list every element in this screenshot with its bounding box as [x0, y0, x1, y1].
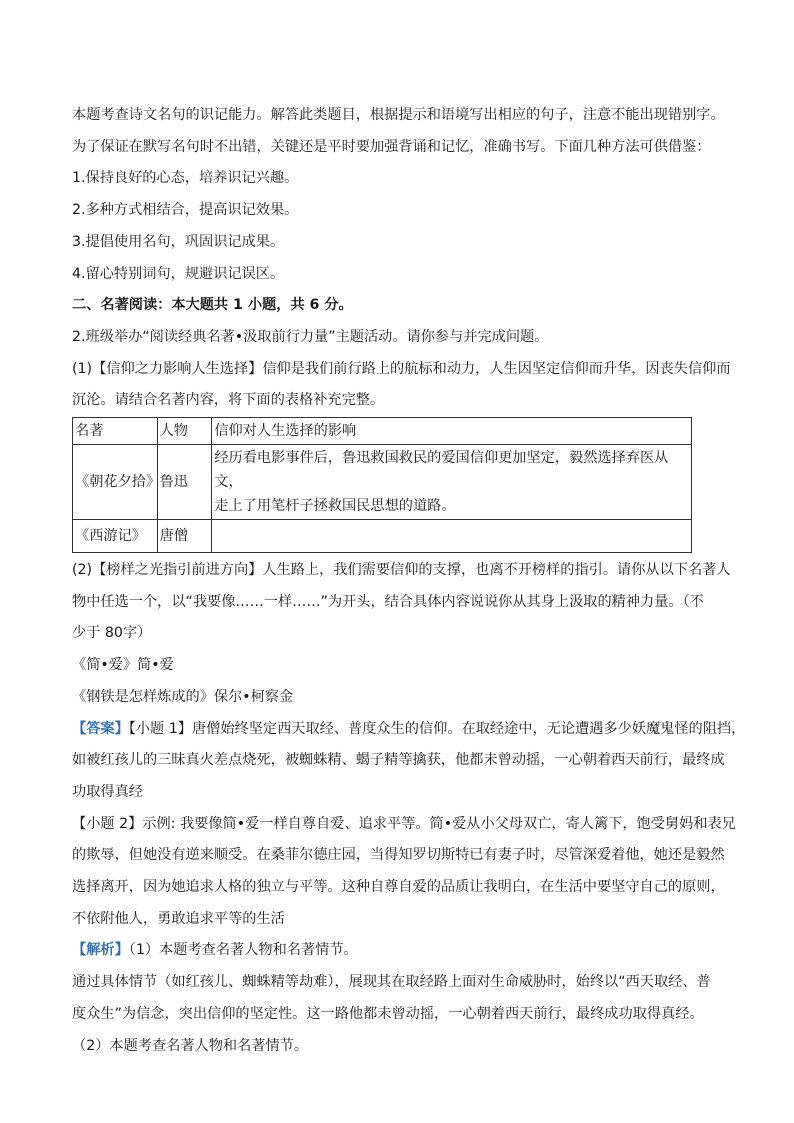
document-page: [72, 100, 746, 1062]
analysis-tag: 【解析】: [72, 942, 129, 959]
analysis-line: （2）本题考查名著人物和名著情节。: [72, 1037, 309, 1054]
answer-text: 【小题 1】唐僧始终坚定西天取经、普度众生的信仰。在取经途中，无论遭遇多少妖魔鬼怪的阻挡，: [128, 720, 746, 737]
analysis-tag-line: [72, 935, 722, 967]
question-stem: 2.班级举办“阅读经典名著•汲取前行力量”主题活动。请你参与并完成问题。: [72, 328, 549, 345]
answer-tag: 【答案】: [72, 720, 129, 737]
answer-table: [72, 417, 692, 553]
question-part-2-cont: 物中任选一个，以“我要像……一样……”为开头，结合具体内容说说你从其身上汲取的精神力量。（不: [72, 593, 704, 610]
analysis-line: 通过具体情节（如红孩儿、蜘蛛精等劫难），展现其在取经路上面对生命威胁时，始终以“西天取经、普: [72, 974, 711, 991]
table-header-cell: 人物: [157, 418, 212, 445]
paragraph: 为了保证在默写名句时不出错，关键还是平时要加强背诵和记忆，准确书写。下面几种方法可供借鉴：: [72, 138, 711, 155]
option-item: 《钢铁是怎样炼成的》保尔•柯察金: [72, 688, 294, 705]
tip-item: 4.留心特别词句，规避识记误区。: [72, 265, 285, 282]
effect-line: 经历看电影事件后，鲁迅救国救民的爱国信仰更加坚定，毅然选择弃医从文，: [214, 450, 669, 491]
table-header-row: [73, 418, 692, 445]
effect-cell: [212, 445, 692, 520]
question-part-1: (1)【信仰之力影响人生选择】信仰是我们前行路上的航标和动力，人生因坚定信仰而升华，因丧失信仰而: [72, 360, 731, 377]
table-header-cell: 名著: [73, 418, 158, 445]
answer-line: 选择离开，因为她追求人格的独立与平等。这种自尊自爱的品质让我明白，在生活中要坚守自己的原则，: [72, 879, 725, 896]
table-header-cell: 信仰对人生选择的影响: [212, 418, 692, 445]
answer-line: [72, 714, 746, 746]
table-row: [73, 520, 692, 553]
answer-line: 的欺辱，但她没有逆来顺受。在桑菲尔德庄园，当得知罗切斯特已有妻子时，尽管深爱着他，她还是毅然: [72, 847, 725, 864]
answer-line: 如被红孩儿的三昧真火差点烧死，被蜘蛛精、蝎子精等擒获，他都未曾动摇，一心朝着西天前行，最终成: [72, 752, 725, 769]
book-cell: 《朝花夕拾》: [73, 445, 158, 520]
effect-line: 走上了用笔杆子拯救国民思想的道路。: [214, 498, 456, 515]
tip-item: 2.多种方式相结合，提高识记效果。: [72, 202, 299, 219]
option-item: 《简•爱》简•爱: [72, 657, 174, 674]
paragraph: 本题考查诗文名句的识记能力。解答此类题目，根据提示和语境写出相应的句子，注意不能出现错别字。: [72, 107, 725, 123]
question-part-2-cont: 少于 80字）: [72, 625, 152, 642]
person-cell: 唐僧: [157, 520, 212, 553]
tip-item: 3.提倡使用名句，巩固识记成果。: [72, 233, 285, 250]
table-row: [73, 445, 692, 520]
book-cell: 《西游记》: [73, 520, 158, 553]
answer-line: 功取得真经: [72, 783, 143, 800]
question-part-1-cont: 沉沦。请结合名著内容，将下面的表格补充完整。: [72, 392, 385, 409]
answer-line: 不依附他人，勇敢追求平等的生活: [72, 910, 285, 927]
person-cell: 鲁迅: [157, 445, 212, 520]
question-part-2: (2)【榜样之光指引前进方向】人生路上，我们需要信仰的支撑，也离不开榜样的指引。请你从以下名著人: [72, 562, 731, 579]
analysis-line: 度众生”为信念，突出信仰的坚定性。这一路他都未曾动摇，一心朝着西天前行，最终成功取得真经。: [72, 1005, 704, 1022]
section-heading: 二、名著阅读：本大题共 1 小题，共 6 分。: [72, 297, 353, 314]
answer-line: 【小题 2】示例: 我要像简•爱一样自尊自爱、追求平等。简•爱从小父母双亡，寄人篱下，饱受舅妈和表兄: [72, 815, 736, 832]
effect-cell-blank[interactable]: [212, 520, 692, 553]
tip-item: 1.保持良好的心态，培养识记兴趣。: [72, 170, 299, 187]
analysis-text: （1）本题考查名著人物和名著情节。: [128, 942, 358, 959]
